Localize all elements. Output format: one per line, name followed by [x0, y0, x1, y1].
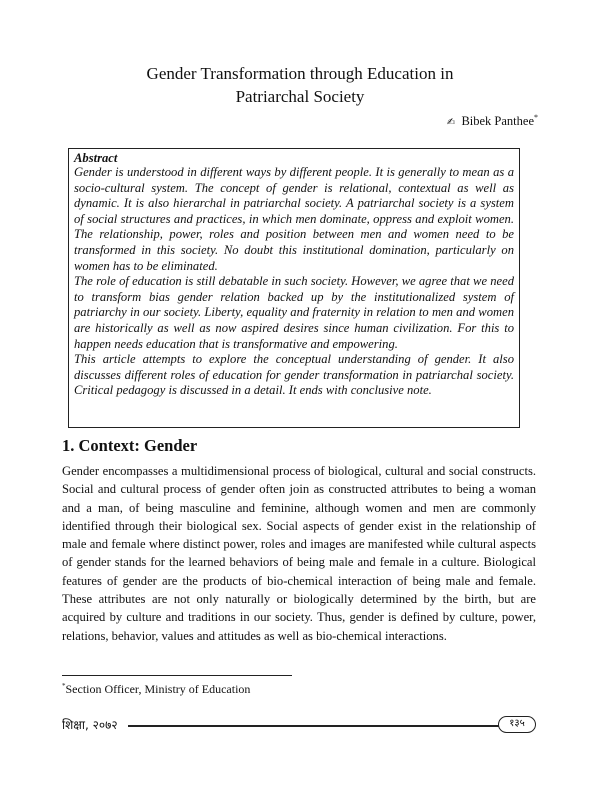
section-body-text: Gender encompasses a multidimensional process of biological, cultural and social constructs. Social and cultural process of gender often join as constructed attributes to being a woman and a man, of being masculine and feminine, although women and men are commonly identified through their biological sex. Social aspects of gender exist in the relationship of male and female where distinct power, roles and images are manifested while cultural aspects of gender stands for the learned behaviors of being male and female in a culture. Biological features of gender are the products of bio-chemical interaction of being male and female. These attributes are not only naturally or biologically determined by the birth, but are acquired by culture and traditions in our society. Thus, gender is defined by culture, power, relations, behavior, values and attitudes as well as bio-chemical interactions.	[62, 464, 536, 643]
footer-rule	[128, 725, 500, 727]
abstract-heading: Abstract	[74, 151, 118, 165]
journal-name: शिक्षा, २०७२	[62, 718, 118, 732]
article-title	[60, 62, 540, 108]
page-number: १३५	[498, 716, 536, 733]
abstract-box	[68, 148, 520, 428]
author-byline	[447, 113, 538, 129]
author-footnote-marker: *	[534, 113, 538, 122]
abstract-paragraph-2: The role of education is still debatable in such society. However, we agree that we need to transform bias gender relation backed up by the institutionalized system of patriarchy in our society. Liberty, equality and fraternity in relation to men and women are historically as well as now aspired desires since human civilization. For this to happen needs education that is transformative and empowering.	[74, 274, 514, 351]
abstract-paragraph-1: Gender is understood in different ways by different people. It is generally to mean as a socio-cultural system. The concept of gender is relational, contextual as well as dynamic. It is also hierarchal in patriarchal society. A patriarchal society is a system of social structures and practices, in which men dominate, oppress and exploit women. The relationship, power, roles and position between men and women need to be transformed in this society. No doubt this institutional domination, particularly on women has to be eliminated.	[74, 165, 514, 273]
section-heading: 1. Context: Gender	[62, 436, 198, 455]
title-line-1: Gender Transformation through Education in	[146, 64, 454, 83]
author-name: Bibek Panthee	[461, 114, 534, 128]
footnote	[62, 682, 250, 697]
abstract-paragraph-3: This article attempts to explore the conceptual understanding of gender. It also discusses different roles of education for gender transformation in patriarchal society. Critical pedagogy is discussed in a detail. It ends with conclusive note.	[74, 352, 514, 398]
pen-icon: ✍	[446, 117, 456, 128]
footnote-divider	[62, 675, 292, 676]
footnote-marker: *	[62, 682, 66, 690]
footnote-text: Section Officer, Ministry of Education	[65, 682, 251, 696]
title-line-2: Patriarchal Society	[235, 87, 365, 106]
